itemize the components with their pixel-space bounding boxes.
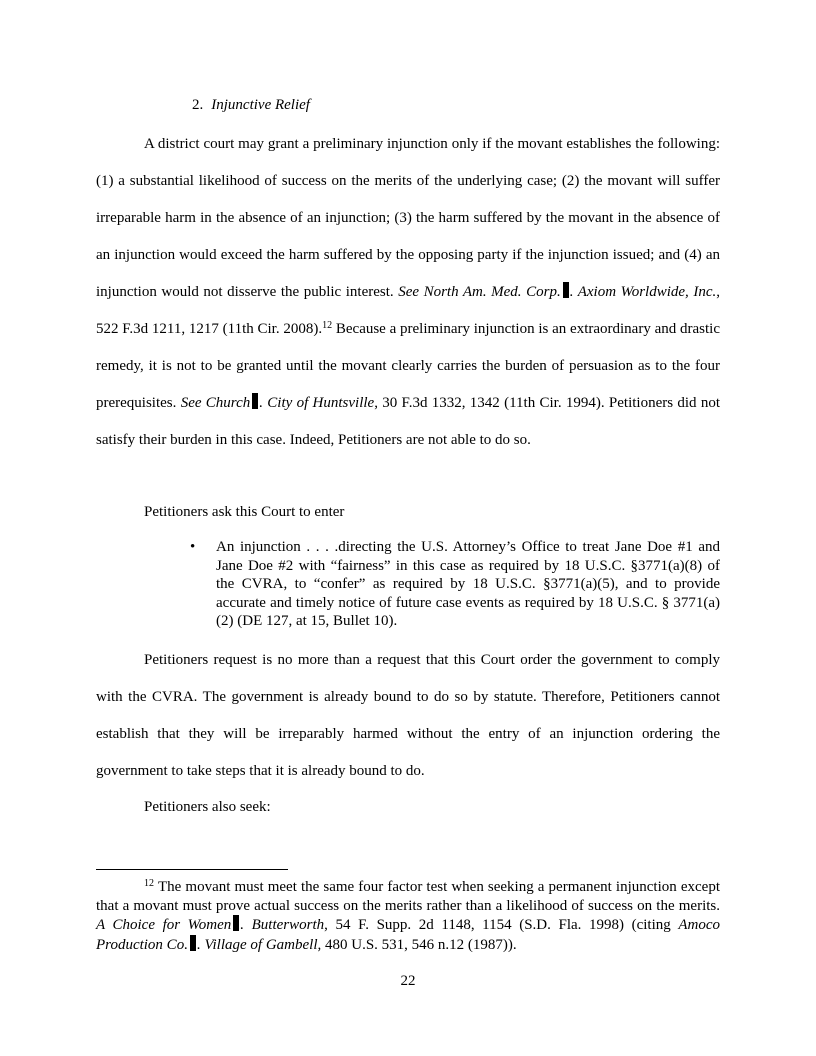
paragraph-text: , 30 F.3d 1332, 1342 (11th Cir. 1994). Petitioners did not satisfy their burden in this case. Indeed, Petitioners are not able to do so.: [96, 395, 721, 448]
section-heading: [192, 95, 310, 115]
paragraph-text: , 522 F.3d 1211, 1217 (11th Cir. 2008).: [96, 284, 721, 337]
redaction-block: [233, 915, 239, 931]
redaction-block: [563, 282, 569, 298]
footnote-marker: 12: [144, 878, 154, 889]
section-title: Injunctive Relief: [211, 97, 310, 113]
paragraph-text: A district court may grant a preliminary injunction only if the movant establishes the following: (1) a substantial likelihood of success on the merits of the underlying case; (2) the movant will suffer irreparable harm in the absence of an injunction; (3) the harm suffered by the movant in the absence of an injunction would exceed the harm suffered by the opposing party if the injunction issued; and (4) an injunction would not disserve the public interest.: [96, 136, 720, 300]
paragraph-petitioners-also-seek: Petitioners also seek:: [144, 799, 271, 815]
footnote-text: , 54 F. Supp. 2d 1148, 1154 (S.D. Fla. 1998) (citing: [324, 917, 679, 934]
case-citation: . Axiom Worldwide, Inc.: [569, 284, 717, 300]
redaction-block: [190, 935, 196, 951]
section-number: 2.: [192, 97, 204, 113]
paragraph-injunction-standard: [96, 126, 720, 459]
footnote-divider: [96, 869, 288, 870]
footnote-reference: 12: [322, 320, 333, 331]
case-citation: . Butterworth: [240, 917, 325, 934]
footnote-text: The movant must meet the same four factor test when seeking a permanent injunction except that a movant must prove actual success on the merits rather than a likelihood of success on the merits.: [96, 879, 720, 914]
footnote-12: [96, 878, 720, 954]
case-citation: A Choice for Women: [96, 917, 232, 934]
footnote-text: 480 U.S. 531, 546 n.12 (1987)).: [321, 936, 517, 953]
case-citation: See North Am. Med. Corp.: [398, 284, 561, 300]
case-citation: Amoco Production Co.: [96, 917, 720, 953]
bullet-quote-text: An injunction . . . .directing the U.S. Attorney’s Office to treat Jane Doe #1 and Jane Doe #2 with “fairness” in this case as required by 18 U.S.C. §3771(a)(8) of the CVRA, to “confer” as required by 18 U.S.C. §3771(a)(5), and to provide accurate and timely notice of future case events as required by 18 U.S.C. § 3771(a)(2) (DE 127, at 15, Bullet 10).: [216, 539, 720, 629]
paragraph-petitioners-request: Petitioners request is no more than a request that this Court order the government to comply with the CVRA. The government is already bound to do so by statute. Therefore, Petitioners cannot establish that they will be irreparably harmed without the entry of an injunction ordering the government to take steps that it is already bound to do.: [96, 652, 720, 779]
case-citation: See Church: [180, 395, 251, 411]
redaction-block: [252, 393, 258, 409]
case-citation: . City of Huntsville: [259, 395, 375, 411]
case-citation: . Village of Gambell,: [196, 936, 322, 953]
paragraph-petitioners-ask: Petitioners ask this Court to enter: [144, 504, 345, 520]
page-number: 22: [400, 973, 416, 989]
paragraph-text: Because a preliminary injunction is an extraordinary and drastic remedy, it is not to be granted until the movant clearly carries the burden of persuasion as to the four prerequisites.: [96, 321, 721, 411]
bullet-icon: •: [190, 539, 196, 555]
